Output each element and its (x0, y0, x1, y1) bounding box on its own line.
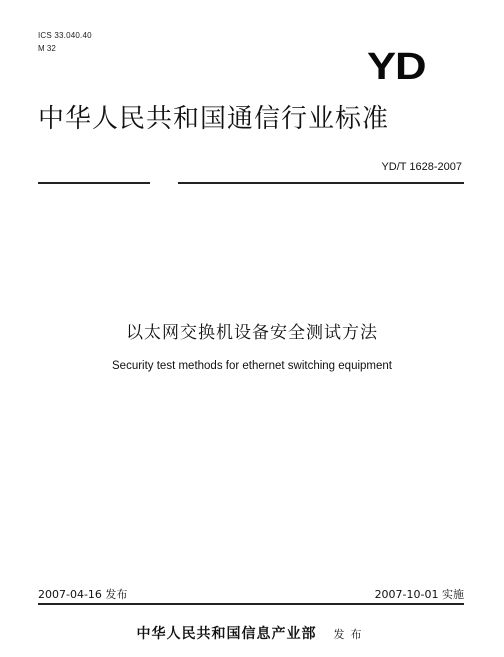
document-title-chinese: 以太网交换机设备安全测试方法 (126, 323, 378, 343)
standard-number: YD/T 1628-2007 (381, 161, 462, 173)
yd-logo: YD (367, 46, 426, 88)
issuer-line (0, 623, 504, 643)
standard-category-title: 中华人民共和国通信行业标准 (38, 104, 390, 134)
ics-code: ICS 33.040.40 (38, 31, 92, 40)
issuer-action: 发布 (333, 628, 368, 641)
ccs-code: M 32 (38, 44, 56, 53)
document-title-english: Security test methods for ethernet switching equipment (112, 360, 392, 372)
issuer-name: 中华人民共和国信息产业部 (136, 626, 317, 642)
header-divider-gap (150, 182, 178, 184)
header-divider (38, 182, 464, 184)
implementation-date: 2007-10-01 实施 (374, 588, 464, 601)
issue-date: 2007-04-16 发布 (38, 588, 128, 601)
footer-divider (38, 603, 464, 605)
